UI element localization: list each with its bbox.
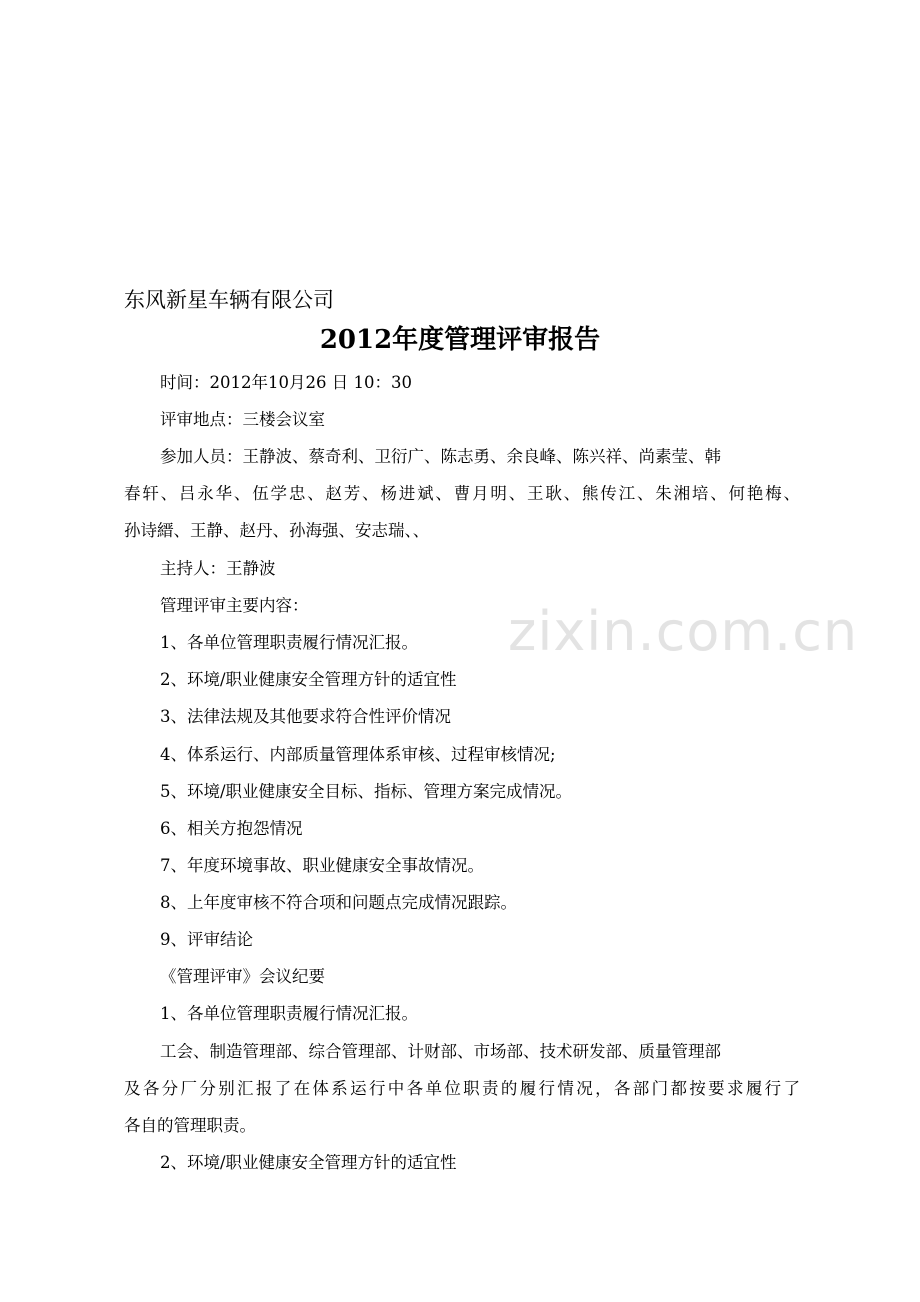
agenda-item: 7、年度环境事故、职业健康安全事故情况。 <box>160 856 484 875</box>
minutes-item-1: 1、各单位管理职责履行情况汇报。 <box>160 1004 418 1023</box>
participants-line-3: 孙诗縉、王静、赵丹、孙海强、安志瑞、、 <box>124 521 430 540</box>
minutes-paragraph-line-1: 工会、制造管理部、综合管理部、计财部、市场部、技术研发部、质量管理部 <box>160 1042 721 1061</box>
agenda-item: 5、环境/职业健康安全目标、指标、管理方案完成情况。 <box>160 782 573 801</box>
minutes-paragraph-line-3: 各自的管理职责。 <box>124 1116 256 1135</box>
agenda-item: 6、相关方抱怨情况 <box>160 819 303 838</box>
contents-heading: 管理评审主要内容： <box>160 596 309 615</box>
agenda-item: 8、上年度审核不符合项和问题点完成情况跟踪。 <box>160 893 517 912</box>
agenda-item: 2、环境/职业健康安全管理方针的适宜性 <box>160 670 457 689</box>
meeting-host: 主持人：王静波 <box>160 559 276 578</box>
minutes-heading: 《管理评审》会议纪要 <box>160 967 325 986</box>
report-title: 2012年度管理评审报告 <box>319 325 601 355</box>
agenda-item: 4、体系运行、内部质量管理体系审核、过程审核情况; <box>160 745 556 764</box>
watermark: zixin.com.cn <box>508 600 859 663</box>
meeting-time: 时间：2012年10月26 日 10：30 <box>160 373 412 392</box>
agenda-item: 1、各单位管理职责履行情况汇报。 <box>160 633 418 652</box>
meeting-location: 评审地点：三楼会议室 <box>160 410 325 429</box>
agenda-item: 3、法律法规及其他要求符合性评价情况 <box>160 707 451 726</box>
minutes-paragraph-line-2: 及各分厂分别汇报了在体系运行中各单位职责的履行情况，各部门都按要求履行了 <box>124 1079 800 1098</box>
agenda-item: 9、评审结论 <box>160 930 253 949</box>
company-name: 东风新星车辆有限公司 <box>124 288 334 312</box>
participants-line-2: 春轩、吕永华、伍学忠、赵芳、杨进斌、曹月明、王耿、熊传江、朱湘培、何艳梅、 <box>124 484 800 503</box>
minutes-item-2: 2、环境/职业健康安全管理方针的适宜性 <box>160 1153 457 1172</box>
participants-line-1: 参加人员：王静波、蔡奇利、卫衍广、陈志勇、余良峰、陈兴祥、尚素莹、韩 <box>160 447 721 466</box>
